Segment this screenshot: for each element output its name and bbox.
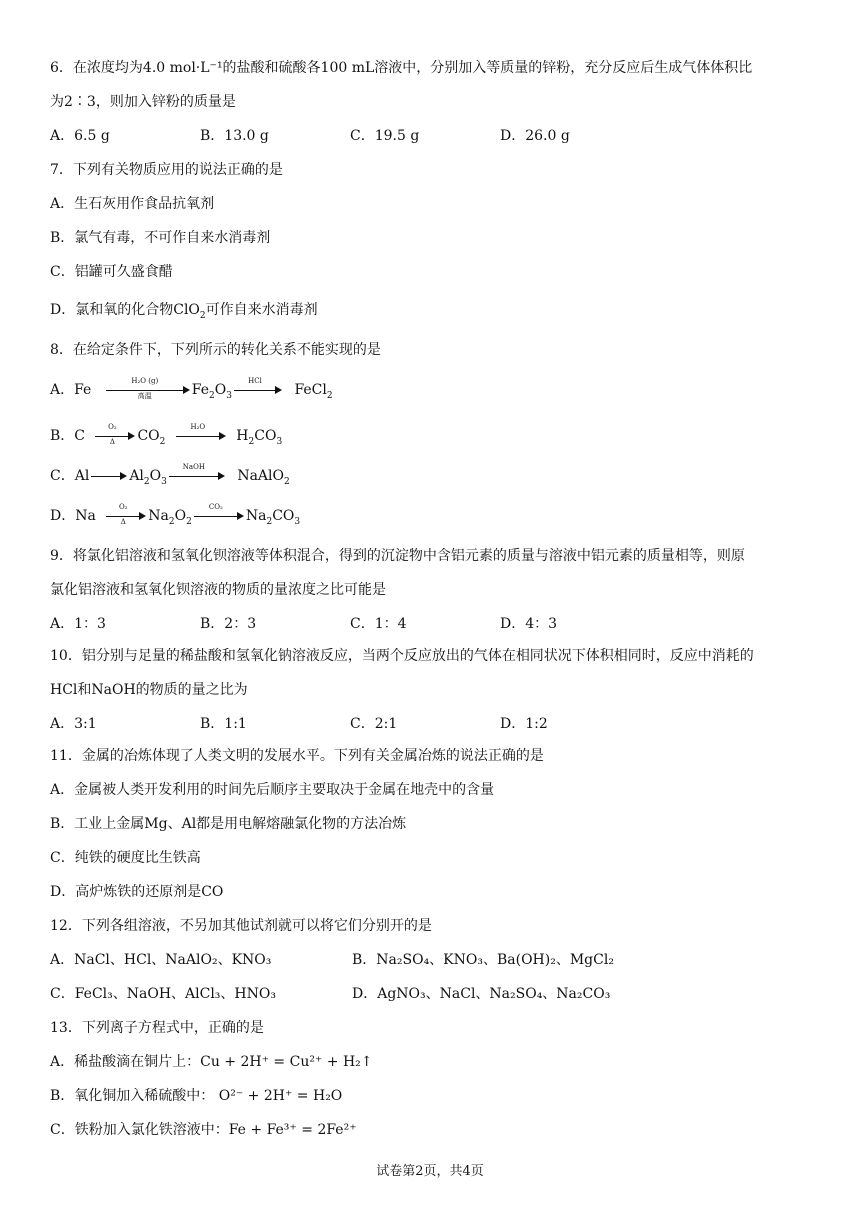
q7-option-d-pre: D．氯和氧的化合物 xyxy=(50,302,174,318)
q8-option-a xyxy=(50,377,333,401)
q8-a-arrow1 xyxy=(106,377,190,400)
q7-stem: 7．下列有关物质应用的说法正确的是 xyxy=(50,162,283,178)
q7-option-d xyxy=(50,300,318,320)
q8-c-end: NaAlO$_2$ xyxy=(237,468,290,487)
q8-c-arrow2-cond: NaOH xyxy=(182,463,205,471)
q8-d-arrow1-cond: O₂ xyxy=(119,503,128,511)
q6-stem-line2: 为2∶3，则加入锌粉的质量是 xyxy=(50,94,236,110)
q12-option-c: C．FeCl₃、NaOH、AlCl₃、HNO₃ xyxy=(50,986,276,1002)
q10-stem-line2: HCl和NaOH的物质的量之比为 xyxy=(50,682,248,698)
q8-d-mid: $Na_2O_2$ xyxy=(148,508,192,527)
q6-option-b: B．13.0 g xyxy=(200,128,269,144)
q12-option-b: B．Na₂SO₄、KNO₃、Ba(OH)₂、MgCl₂ xyxy=(352,952,614,968)
q8-c-arrow1 xyxy=(91,469,127,483)
q9-option-b: B．2：3 xyxy=(200,616,257,632)
q8-a-mid: $Fe_2O_3$ xyxy=(191,382,232,401)
q12-option-a: A．NaCl、HCl、NaAlO₂、KNO₃ xyxy=(50,952,272,968)
q8-a-arrow2-cond: HCl xyxy=(248,377,262,385)
q13-stem: 13．下列离子方程式中，正确的是 xyxy=(50,1020,264,1036)
q8-b-arrow2 xyxy=(176,423,226,443)
q7-option-a: A．生石灰用作食品抗氧剂 xyxy=(50,196,215,212)
q9-option-d: D．4：3 xyxy=(500,616,558,632)
q8-d-arrow1 xyxy=(106,503,146,526)
q6-option-d: D．26.0 g xyxy=(500,128,570,144)
q8-option-d xyxy=(50,503,301,527)
q8-b-arrow1-cond2: Δ xyxy=(109,438,115,446)
q8-d-end: $Na_2CO_3$ xyxy=(245,508,301,527)
q8-a-label: A．Fe xyxy=(50,382,92,398)
q10-stem-line1: 10．铝分别与足量的稀盐酸和氢氧化钠溶液反应，当两个反应放出的气体在相同状况下体积相同时，反应中消耗的 xyxy=(50,648,754,664)
q9-option-a: A．1：3 xyxy=(50,616,106,632)
q11-option-c: C．纯铁的硬度比生铁高 xyxy=(50,850,201,866)
q7-option-d-post: 可作自来水消毒剂 xyxy=(205,302,318,318)
q13-option-b: B．氧化铜加入稀硫酸中： O²⁻ + 2H⁺ = H₂O xyxy=(50,1088,343,1104)
q8-b-mid: $CO_2$ xyxy=(137,428,166,447)
q7-option-d-formula-sub: 2 xyxy=(199,310,206,321)
q11-stem: 11．金属的冶炼体现了人类文明的发展水平。下列有关金属冶炼的说法正确的是 xyxy=(50,748,544,764)
q6-option-c: C．19.5 g xyxy=(350,128,420,144)
q8-option-b xyxy=(50,423,283,447)
q7-option-b: B．氯气有毒，不可作自来水消毒剂 xyxy=(50,230,271,246)
q8-a-arrow1-cond2: 高温 xyxy=(137,392,152,400)
q6-stem-line1: 6．在浓度均为4.0 mol·L⁻¹的盐酸和硫酸各100 mL溶液中，分别加入等质量的锌粉，充分反应后生成气体体积比 xyxy=(50,60,753,76)
q8-c-label: C．Al xyxy=(50,468,90,484)
q9-option-c: C．1：4 xyxy=(350,616,407,632)
q8-c-arrow2 xyxy=(169,463,225,483)
q7-option-c: C．铝罐可久盛食醋 xyxy=(50,264,173,280)
q8-d-arrow2 xyxy=(194,503,244,523)
q10-option-a: A．3:1 xyxy=(50,716,97,732)
q12-stem: 12．下列各组溶液，不另加其他试剂就可以将它们分别开的是 xyxy=(50,918,432,934)
q8-stem: 8．在给定条件下，下列所示的转化关系不能实现的是 xyxy=(50,342,381,358)
q11-option-b: B．工业上金属Mg、Al都是用电解熔融氯化物的方法冶炼 xyxy=(50,816,407,832)
q7-option-d-formula: ClO xyxy=(173,302,200,318)
q10-option-c: C．2:1 xyxy=(350,716,398,732)
q10-option-b: B．1:1 xyxy=(200,716,247,732)
q8-d-label: D．Na xyxy=(50,508,96,524)
q11-option-d: D．高炉炼铁的还原剂是CO xyxy=(50,884,224,900)
q13-option-a: A．稀盐酸滴在铜片上：Cu + 2H⁺ = Cu²⁺ + H₂↑ xyxy=(50,1054,373,1070)
q8-d-arrow2-cond: CO₂ xyxy=(208,503,223,511)
q8-d-arrow1-cond2: Δ xyxy=(120,518,126,526)
q9-stem-line2: 氯化铝溶液和氢氧化钡溶液的物质的量浓度之比可能是 xyxy=(50,582,386,598)
q8-b-label: B．C xyxy=(50,428,85,444)
q8-a-end: FeCl$_2$ xyxy=(294,382,333,401)
q8-option-c xyxy=(50,463,290,487)
q9-stem-line1: 9．将氯化铝溶液和氢氧化钡溶液等体积混合，得到的沉淀物中含铝元素的质量与溶液中铝元素的质量相等，则原 xyxy=(50,548,745,564)
q8-b-arrow1-cond: O₂ xyxy=(108,423,117,431)
page-footer: 试卷第2页，共4页 xyxy=(376,1164,484,1179)
q8-b-end: $H_2CO_3$ xyxy=(236,428,283,447)
q8-a-arrow2 xyxy=(234,377,282,397)
q8-c-mid: $Al_2O_3$ xyxy=(129,468,167,487)
q13-option-c: C．铁粉加入氯化铁溶液中：Fe + Fe³⁺ = 2Fe²⁺ xyxy=(50,1122,357,1138)
q6-option-a: A．6.5 g xyxy=(50,128,110,144)
q10-option-d: D．1:2 xyxy=(500,716,548,732)
q8-a-arrow1-cond: H₂O (g) xyxy=(131,377,159,385)
q8-b-arrow1 xyxy=(95,423,135,446)
q12-option-d: D．AgNO₃、NaCl、Na₂SO₄、Na₂CO₃ xyxy=(352,986,611,1002)
q8-b-arrow2-cond: H₂O xyxy=(190,423,206,431)
q11-option-a: A．金属被人类开发利用的时间先后顺序主要取决于金属在地壳中的含量 xyxy=(50,782,495,798)
